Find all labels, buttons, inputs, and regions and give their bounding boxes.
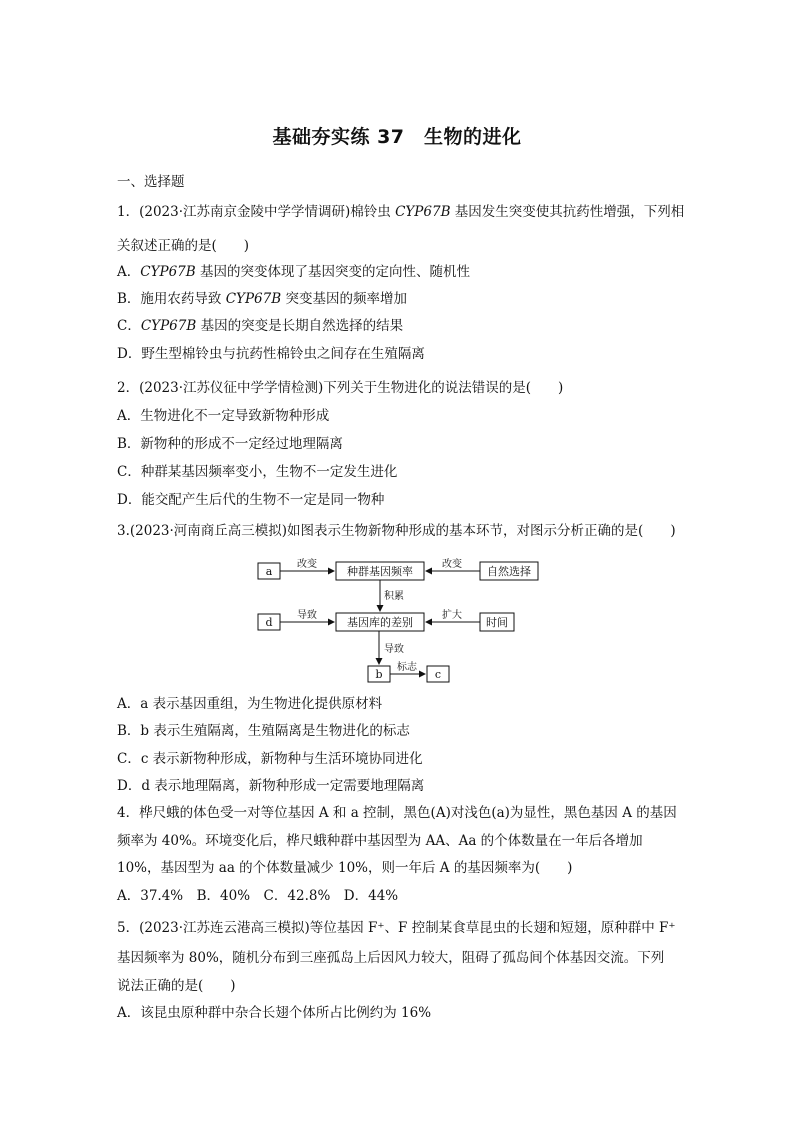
q5-line2: 基因频率为 80%，随机分布到三座孤岛上后因风力较大，阻碍了孤岛间个体基因交流。下列 xyxy=(117,950,665,966)
q3-option-d: D．d 表示地理隔离，新物种形成一定需要地理隔离 xyxy=(117,778,425,794)
speciation-diagram xyxy=(240,550,570,690)
q1-stem-line1: 1．(2023·江苏南京金陵中学学情调研)棉铃虫 CYP67B 基因发生突变使其抗药性增强，下列相 xyxy=(117,204,685,220)
q2-option-c: C．种群某基因频率变小，生物不一定发生进化 xyxy=(117,464,398,480)
page-title: 基础夯实练 37 生物的进化 xyxy=(272,126,522,148)
q1-stem-line2: 关叙述正确的是( ) xyxy=(117,238,250,254)
q5-option-a: A．该昆虫原种群中杂合长翅个体所占比例约为 16% xyxy=(117,1005,432,1021)
edge-label-lead-2: 导致 xyxy=(384,644,404,655)
q4-line1: 4．桦尺蛾的体色受一对等位基因 A 和 a 控制，黑色(A)对浅色(a)为显性，黑色基因 A 的基因 xyxy=(117,805,677,821)
label-a: a xyxy=(265,565,273,578)
q3-stem: 3.(2023·河南商丘高三模拟)如图表示生物新物种形成的基本环节，对图示分析正确的是( ) xyxy=(117,523,676,539)
edge-label-change-1: 改变 xyxy=(297,559,317,570)
label-time: 时间 xyxy=(486,616,508,629)
label-d: d xyxy=(265,616,273,629)
q2-option-d: D．能交配产生后代的生物不一定是同一物种 xyxy=(117,492,385,508)
q4-line3: 10%，基因型为 aa 的个体数量减少 10%，则一年后 A 的基因频率为( ) xyxy=(117,860,573,876)
q4-options: A．37.4% B．40% C．42.8% D．44% xyxy=(117,888,399,904)
q2-stem: 2．(2023·江苏仪征中学学情检测)下列关于生物进化的说法错误的是( ) xyxy=(117,380,564,396)
q2-option-b: B．新物种的形成不一定经过地理隔离 xyxy=(117,436,343,452)
q2-option-a: A．生物进化不一定导致新物种形成 xyxy=(117,408,330,424)
q1-option-a: A．CYP67B 基因的突变体现了基因突变的定向性、随机性 xyxy=(117,264,470,280)
edge-label-change-2: 改变 xyxy=(442,559,462,570)
edge-label-mark: 标志 xyxy=(397,662,417,673)
edge-label-expand: 扩大 xyxy=(442,610,462,621)
section-heading: 一、选择题 xyxy=(117,174,185,190)
edge-label-accumulate: 积累 xyxy=(384,591,404,602)
q5-line1: 5．(2023·江苏连云港高三模拟)等位基因 F⁺、F 控制某食草昆虫的长翅和短翅，原种群中 F⁺ xyxy=(117,920,676,936)
q1-option-c: C．CYP67B 基因的突变是长期自然选择的结果 xyxy=(117,318,404,334)
label-natural-selection: 自然选择 xyxy=(487,565,531,578)
label-b: b xyxy=(375,668,383,681)
q1-option-d: D．野生型棉铃虫与抗药性棉铃虫之间存在生殖隔离 xyxy=(117,346,425,362)
q5-line3: 说法正确的是( ) xyxy=(117,978,236,994)
q3-option-c: C．c 表示新物种形成，新物种与生活环境协同进化 xyxy=(117,751,423,767)
q3-option-b: B．b 表示生殖隔离，生殖隔离是生物进化的标志 xyxy=(117,723,410,739)
q4-line2: 频率为 40%。环境变化后，桦尺蛾种群中基因型为 AA、Aa 的个体数量在一年后各增加 xyxy=(117,833,643,849)
q3-option-a: A．a 表示基因重组，为生物进化提供原材料 xyxy=(117,696,383,712)
label-gene-pool-difference: 基因库的差别 xyxy=(347,616,413,629)
gene-name: CYP67B xyxy=(395,204,451,220)
label-gene-frequency: 种群基因频率 xyxy=(347,565,413,578)
edge-label-lead-1: 导致 xyxy=(297,610,317,621)
label-c: c xyxy=(434,668,442,681)
q1-option-b: B．施用农药导致 CYP67B 突变基因的频率增加 xyxy=(117,291,407,307)
